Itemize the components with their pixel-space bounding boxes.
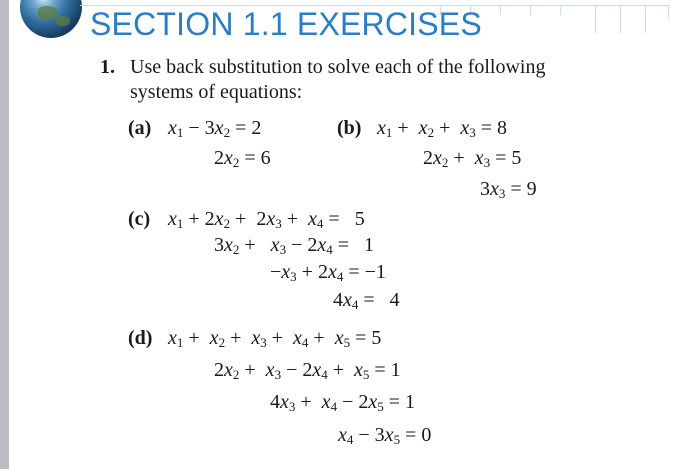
part-b-label: (b) <box>337 117 362 139</box>
part-d-equation-1: $x_1 + x_2 + x_3 + x_4 + x_5 = 5$ <box>168 327 382 350</box>
part-a-label: (a) <box>128 117 152 139</box>
part-d-label: (d) <box>128 327 153 349</box>
part-b-equation-2: $2x_2 + x_3 = 5$ <box>423 147 522 170</box>
part-d-equation-2: $2x_2 + x_3 - 2x_4 + x_5 = 1$ <box>214 359 401 382</box>
problem-number: 1. <box>100 56 115 78</box>
part-b-equation-1: $x_1 + x_2 + x_3 = 8$ <box>377 117 508 140</box>
problem-prompt-line-1: Use back substitution to solve each of the following <box>130 56 546 78</box>
globe-icon <box>20 0 82 38</box>
part-c-equation-4: $4x_4$ = 4 <box>333 289 400 312</box>
left-edge-bar <box>0 0 9 469</box>
part-d-equation-3: $4x_3 + x_4 - 2x_5 = 1$ <box>270 391 416 414</box>
part-c-label: (c) <box>128 208 151 230</box>
part-b-equation-3: $3x_3 = 9$ <box>480 178 537 201</box>
part-c-equation-1: $x_1 + 2x_2 + 2x_3 + x_4$ = 5 <box>168 208 365 231</box>
part-d-equation-4: $x_4 - 3x_5 = 0$ <box>338 424 432 447</box>
problem-prompt-line-2: systems of equations: <box>130 81 303 103</box>
part-a-equation-2: $2x_2 = 6$ <box>214 147 271 170</box>
part-a-equation-1: $x_1 - 3x_2 = 2$ <box>168 117 262 140</box>
part-c-equation-3: $-x_3 + 2x_4 = -1$ <box>270 261 386 284</box>
section-title: SECTION 1.1 EXERCISES <box>90 6 482 42</box>
part-c-equation-2: $3x_2 + x_3 - 2x_4$ = 1 <box>214 234 375 257</box>
